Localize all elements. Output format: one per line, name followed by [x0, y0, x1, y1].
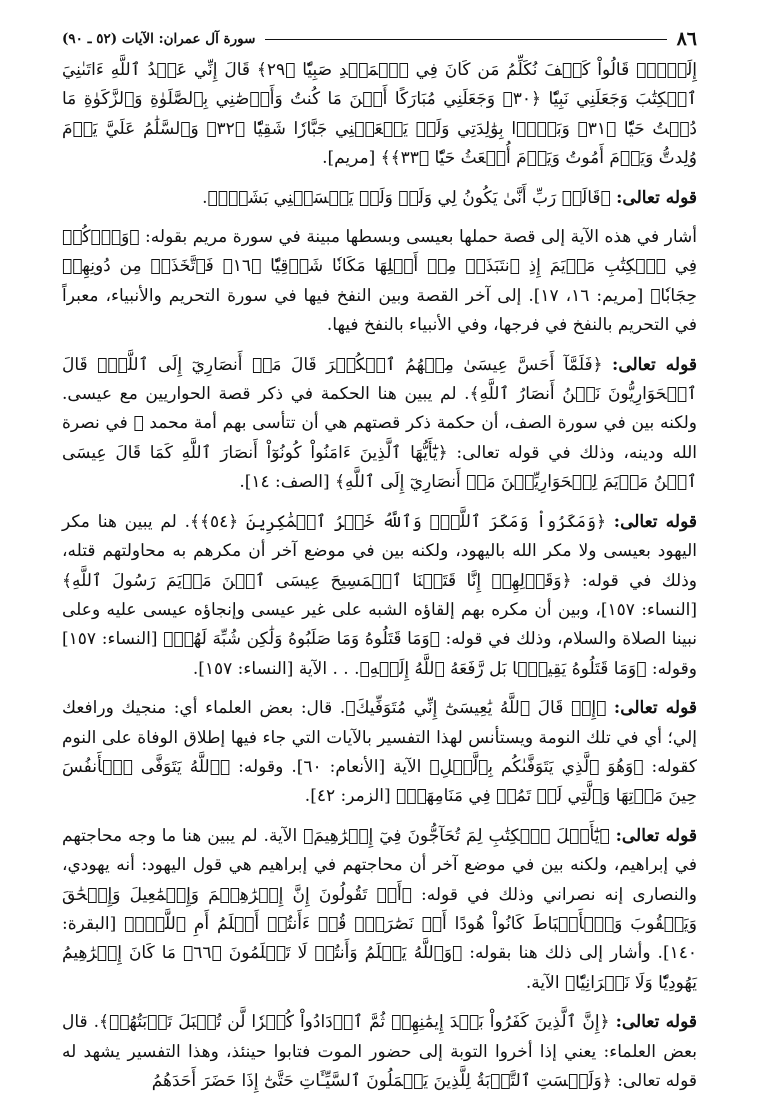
paragraph-text: ﴿إِذۡ قَالَ ٱللَّهُ يَٰعِيسَىٰٓ إِنِّي مُتَوَفِّيكَ﴾. قال: بعض العلماء أي: منجيك ورافعك إلي؛ أي في تلك النومة ويستأنس لهذا التفسير بالآيات التي جاء فيها إطلاق الوفاة على النوم كقوله: ﴿وَهُوَ ٱلَّذِي يَتَوَفَّىٰكُم بِٱلَّيۡلِ﴾ الآية [الأنعام: ٦٠]. وقوله: ﴿ٱللَّهُ يَتَوَفَّى ٱلۡأَنفُسَ حِينَ مَوۡتِهَا وَٱلَّتِي لَمۡ تَمُتۡ فِي مَنَامِهَاۖ﴾ [الزمر: ٤٢]. [62, 698, 697, 807]
paragraph [62, 694, 697, 812]
paragraph-label: قوله تعالى: [615, 825, 698, 846]
page-number: ٨٦ [676, 28, 697, 50]
paragraph [62, 1008, 697, 1096]
paragraph [62, 56, 697, 174]
paragraph [62, 508, 697, 684]
paragraph-label: قوله تعالى: [615, 1012, 698, 1033]
header-rule [265, 39, 666, 40]
page-body [62, 56, 697, 1096]
paragraph [62, 351, 697, 498]
paragraph [62, 184, 697, 213]
page-header [62, 22, 697, 56]
paragraph-text: ﴿قَالَتۡ رَبِّ أَنَّىٰ يَكُونُ لِي وَلَدٞ وَلَمۡ يَمۡسَسۡنِي بَشَرٞۖ﴾. [202, 187, 611, 208]
paragraph-text: إِلَيۡهِۖ قَالُواْ كَيۡفَ نُكَلِّمُ مَن كَانَ فِي ٱلۡمَهۡدِ صَبِيّٗا ﴿٢٩﴾ قَالَ إِنِّي عَبۡدُ ٱللَّهِ ءَاتَىٰنِيَ ٱلۡكِتَٰبَ وَجَعَلَنِي نَبِيّٗا ﴿٣٠﴾ وَجَعَلَنِي مُبَارَكًا أَيۡنَ مَا كُنتُ وَأَوۡصَٰنِي بِٱلصَّلَوٰةِ وَٱلزَّكَوٰةِ مَا دُمۡتُ حَيّٗا ﴿٣١﴾ وَبَرَّۢا بِوَٰلِدَتِي وَلَمۡ يَجۡعَلۡنِي جَبَّارٗا شَقِيّٗا ﴿٣٢﴾ وَٱلسَّلَٰمُ عَلَيَّ يَوۡمَ وُلِدتُّ وَيَوۡمَ أَمُوتُ وَيَوۡمَ أُبۡعَثُ حَيّٗا ﴿٣٣﴾﴾ [مريم]. [62, 60, 698, 169]
paragraph-text: أشار في هذه الآية إلى قصة حملها بعيسى وبسطها مبينة في سورة مريم بقوله: ﴿وَٱذۡكُرۡ فِي ٱلۡكِتَٰبِ مَرۡيَمَ إِذِ ٱنتَبَذَتۡ مِنۡ أَهۡلِهَا مَكَانٗا شَرۡقِيّٗا ﴿١٦﴾ فَٱتَّخَذَتۡ مِن دُونِهِمۡ حِجَابٗا﴾ [مريم: ١٦، ١٧]. إلى آخر القصة وبين النفخ فيها في سورة التحريم والأنبياء، معبراً في التحريم بالنفخ في فرجها، وفي الأنبياء بالنفخ فيها. [62, 227, 697, 336]
running-title: سورة آل عمران: الآيات (٥٢ ـ ٩٠) [62, 31, 256, 47]
paragraph-label: قوله تعالى: [613, 698, 697, 719]
paragraph-label: قوله تعالى: [616, 187, 697, 208]
paragraph-text: ﴿وَمَكَرُواْ وَمَكَرَ ٱللَّهُۖ وَٱللَّهُ خَيۡرُ ٱلۡمَٰكِرِينَ ﴿٥٤﴾﴾. لم يبين هنا مكر اليهود بعيسى ولا مكر الله باليهود، ولكنه بين في موضع آخر أن مكرهم به محاولتهم قتله، وذلك في قوله: ﴿وَقَوۡلِهِمۡ إِنَّا قَتَلۡنَا ٱلۡمَسِيحَ عِيسَى ٱبۡنَ مَرۡيَمَ رَسُولَ ٱللَّهِ﴾ [النساء: ١٥٧]، وبين أن مكره بهم إلقاؤه الشبه على غير عيسى وإنجاؤه عيسى عليه وعلى نبينا الصلاة والسلام، وذلك في قوله: ﴿وَمَا قَتَلُوهُ وَمَا صَلَبُوهُ وَلَٰكِن شُبِّهَ لَهُمۡ﴾ [النساء: ١٥٧] وقوله: ﴿وَمَا قَتَلُوهُ يَقِينَۢا بَل رَّفَعَهُ ٱللَّهُ إِلَيۡهِ﴾. . . الآية [النساء: ١٥٧]. [62, 511, 697, 679]
paragraph-text: ﴿إِنَّ ٱلَّذِينَ كَفَرُواْ بَعۡدَ إِيمَٰنِهِمۡ ثُمَّ ٱزۡدَادُواْ كُفۡرٗا لَّن تُقۡبَلَ تَوۡبَتُهُمۡ﴾. قال بعض العلماء: يعني إذا أخروا التوبة إلى حضور الموت فتابوا حينئذ، وهذا التفسير يشهد له قوله تعالى: ﴿وَلَيۡسَتِ ٱلتَّوۡبَةُ لِلَّذِينَ يَعۡمَلُونَ ٱلسَّيِّـَٔاتِ حَتَّىٰٓ إِذَا حَضَرَ أَحَدَهُمُ [62, 1012, 697, 1091]
paragraph [62, 223, 697, 341]
paragraph-text: ﴿يَٰٓأَهۡلَ ٱلۡكِتَٰبِ لِمَ تُحَآجُّونَ فِيٓ إِبۡرَٰهِيمَ﴾ الآية. لم يبين هنا ما وجه محاجتهم في إبراهيم، ولكنه بين في موضع آخر أن محاجتهم في إبراهيم هي قول اليهود: أنه يهودي، والنصارى إنه نصراني وذلك في قوله: ﴿أَمۡ تَقُولُونَ إِنَّ إِبۡرَٰهِـۧمَ وَإِسۡمَٰعِيلَ وَإِسۡحَٰقَ وَيَعۡقُوبَ وَٱلۡأَسۡبَاطَ كَانُواْ هُودًا أَوۡ نَصَٰرَىٰۗ قُلۡ ءَأَنتُمۡ أَعۡلَمُ أَمِ ٱللَّهُۗ﴾ [البقرة: ١٤٠]. وأشار إلى ذلك هنا بقوله: ﴿وَٱللَّهُ يَعۡلَمُ وَأَنتُمۡ لَا تَعۡلَمُونَ ﴿٦٦﴾ مَا كَانَ إِبۡرَٰهِيمُ يَهُودِيّٗا وَلَا نَصۡرَانِيّٗا﴾ الآية. [62, 825, 698, 993]
paragraph [62, 822, 697, 998]
paragraph-label: قوله تعالى: [613, 511, 698, 532]
paragraph-text: ﴿فَلَمَّآ أَحَسَّ عِيسَىٰ مِنۡهُمُ ٱلۡكُفۡرَ قَالَ مَنۡ أَنصَارِيٓ إِلَى ٱللَّهِۖ قَالَ ٱلۡحَوَارِيُّونَ نَحۡنُ أَنصَارُ ٱللَّهِ﴾. لم يبين هنا الحكمة في ذكر قصة الحواريين مع عيسى. ولكنه بين في سورة الصف، أن حكمة ذكر قصتهم هي أن تتأسى بهم أمة محمد ﷺ في نصرة الله ودينه، وذلك في قوله تعالى: ﴿يَٰٓأَيُّهَا ٱلَّذِينَ ءَامَنُواْ كُونُوٓاْ أَنصَارَ ٱللَّهِ كَمَا قَالَ عِيسَى ٱبۡنُ مَرۡيَمَ لِلۡحَوَارِيِّـۧنَ مَنۡ أَنصَارِيٓ إِلَى ٱللَّهِ﴾ [الصف: ١٤]. [62, 354, 697, 493]
paragraph-label: قوله تعالى: [612, 354, 697, 375]
